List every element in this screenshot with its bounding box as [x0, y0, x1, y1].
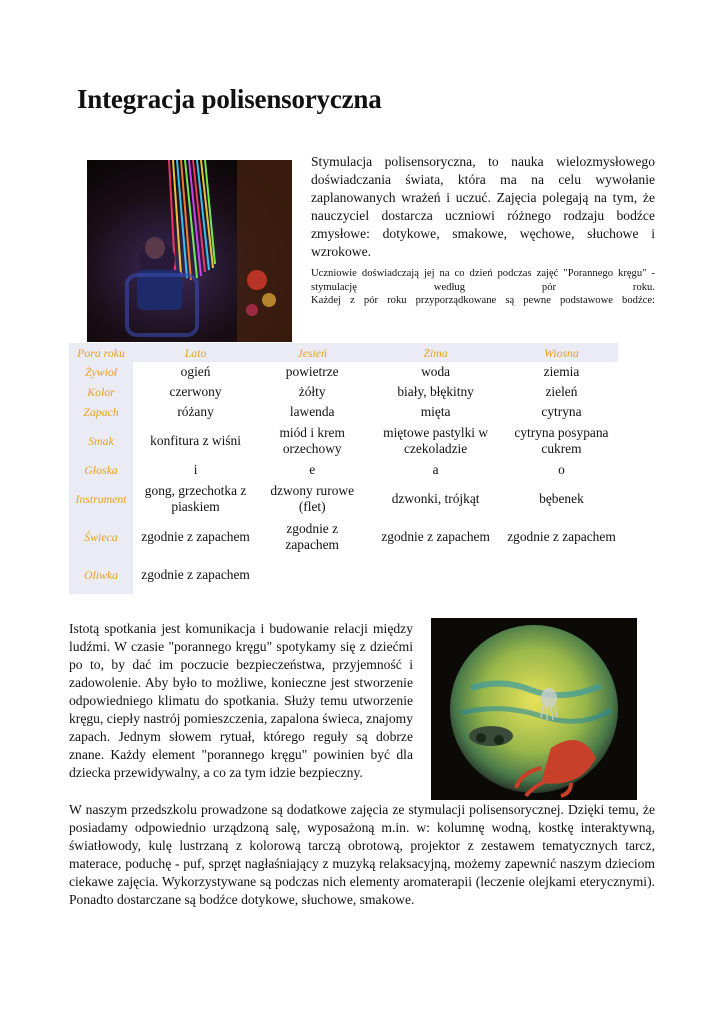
table-cell: czerwony — [169, 384, 222, 399]
table-cell: mięta — [420, 404, 451, 419]
intro-paragraph: Stymulacja polisensoryczna, to nauka wielozmysłowego doświadczania świata, która ma na celu wywołanie zaplanowanych wrażeń i uczuć. Zajęcia polegają na tym, że nauczyciel dostarcza uczniowi różnego rodzaju bodźce zmysłowe: dotykowe, smakowe, węchowe, słuchowe i wzrokowe. — [311, 154, 655, 259]
table-cell: zieleń — [545, 384, 578, 399]
row-label: Kolor — [69, 382, 133, 402]
row-label: Smak — [69, 422, 133, 460]
table-cell: cytryna posypana cukrem — [514, 425, 609, 456]
table-row — [69, 556, 618, 594]
row-label: Zapach — [69, 402, 133, 422]
table-row — [69, 480, 618, 518]
table-cell: ogień — [180, 364, 211, 379]
table-cell: dzwony rurowe (flet) — [270, 483, 355, 514]
intro-small-text — [311, 267, 655, 308]
table-cell — [366, 556, 505, 594]
table-row — [69, 422, 618, 460]
intro-small-line: Uczniowie doświadczają jej na co dzień podczas zajęć "Porannego kręgu" - — [311, 268, 655, 279]
table-header-row — [69, 343, 618, 362]
table-row — [69, 402, 618, 422]
table-header-cell: Lato — [133, 343, 258, 362]
table-header-cell: Wiosna — [505, 343, 618, 362]
table-cell — [505, 556, 618, 594]
table-cell: miód i krem orzechowy — [279, 425, 345, 456]
row-label: Świeca — [69, 518, 133, 556]
fiber-optic-photo — [87, 160, 292, 342]
table-cell: e — [309, 462, 316, 477]
table-cell: ziemia — [543, 364, 580, 379]
page-title: Integracja polisensoryczna — [77, 84, 382, 114]
table-header-cell: Jesień — [258, 343, 366, 362]
table-row — [69, 382, 618, 402]
meeting-paragraph: Istotą spotkania jest komunikacja i budowanie relacji między ludźmi. W czasie "porannego kręgu" spotykamy się z dziećmi po to, by dać im poczucie bezpieczeństwa, przyjemność i zadowolenie. Aby było to możliwe, konieczne jest stworzenie odpowiedniego klimatu do spotkania. Służy temu utworzenie kręgu, ciepły nastrój pomieszczenia, zapalona świeca, znajomy zapach. Jednym słowem rytuał, którego reguły są dobrze znane. Każdy element "porannego kręgu" powinien być dla dziecka przewidywalny, a co za tym idzie bezpieczny. — [69, 621, 413, 780]
row-label: Żywioł — [69, 362, 133, 382]
table-cell: żółty — [298, 384, 326, 399]
table-cell: zgodnie z zapachem — [381, 529, 490, 544]
table-cell: dzwonki, trójkąt — [391, 491, 480, 506]
table-cell: zgodnie z zapachem — [141, 567, 250, 582]
table-cell: a — [432, 462, 439, 477]
row-label: Instrument — [69, 480, 133, 518]
table-cell: miętowe pastylki w czekoladzie — [383, 425, 489, 456]
table-row — [69, 518, 618, 556]
table-cell: o — [558, 462, 565, 477]
row-label: Głoska — [69, 460, 133, 480]
table-cell: woda — [421, 364, 451, 379]
table-cell: cytryna — [541, 404, 582, 419]
extra-classes-paragraph: W naszym przedszkolu prowadzone są dodatkowe zajęcia ze stymulacji polisensorycznej. Dzięki temu, że posiadamy odpowiednio urządzoną salę, wyposażoną m.in. w: kolumnę wodną, kostkę interaktywną, światłowody, kulę lustrzaną z kolorową tarczą obrotową, projektor z zestawem tematycznych tarcz, materace, poduchę - puf, sprzęt nagłaśniający z muzyką relaksacyjną, możemy zapewnić naszym dzieciom ciekawe zajęcia. Wykorzystywane są podczas nich elementy aromaterapii (leczenie olejkami eterycznymi). Ponadto dostarczane są bodźce dotykowe, słuchowe, smakowe. — [69, 802, 655, 907]
table-cell — [258, 556, 366, 594]
table-cell: różany — [177, 404, 214, 419]
table-cell: zgodnie z zapachem — [141, 529, 250, 544]
table-cell: gong, grzechotka z piaskiem — [144, 483, 247, 514]
table-header-cell: Zima — [366, 343, 505, 362]
table-cell: zgodnie z zapachem — [285, 521, 339, 552]
table-cell: biały, błękitny — [397, 384, 474, 399]
row-label: Oliwka — [69, 556, 133, 594]
projector-photo — [431, 618, 637, 800]
table-row — [69, 460, 618, 480]
table-row — [69, 362, 618, 382]
table-header-cell: Pora roku — [69, 343, 133, 362]
seasons-table — [69, 343, 618, 594]
intro-small-line: Każdej z pór roku przyporządkowane są pewne podstawowe bodźce: — [311, 295, 655, 306]
table-cell: zgodnie z zapachem — [507, 529, 616, 544]
table-cell: powietrze — [285, 364, 339, 379]
intro-small-line: stymulację według pór roku. — [311, 281, 655, 293]
table-cell: konfitura z wiśni — [150, 433, 241, 448]
table-cell: i — [193, 462, 198, 477]
table-cell: lawenda — [289, 404, 335, 419]
table-cell: bębenek — [539, 491, 584, 506]
